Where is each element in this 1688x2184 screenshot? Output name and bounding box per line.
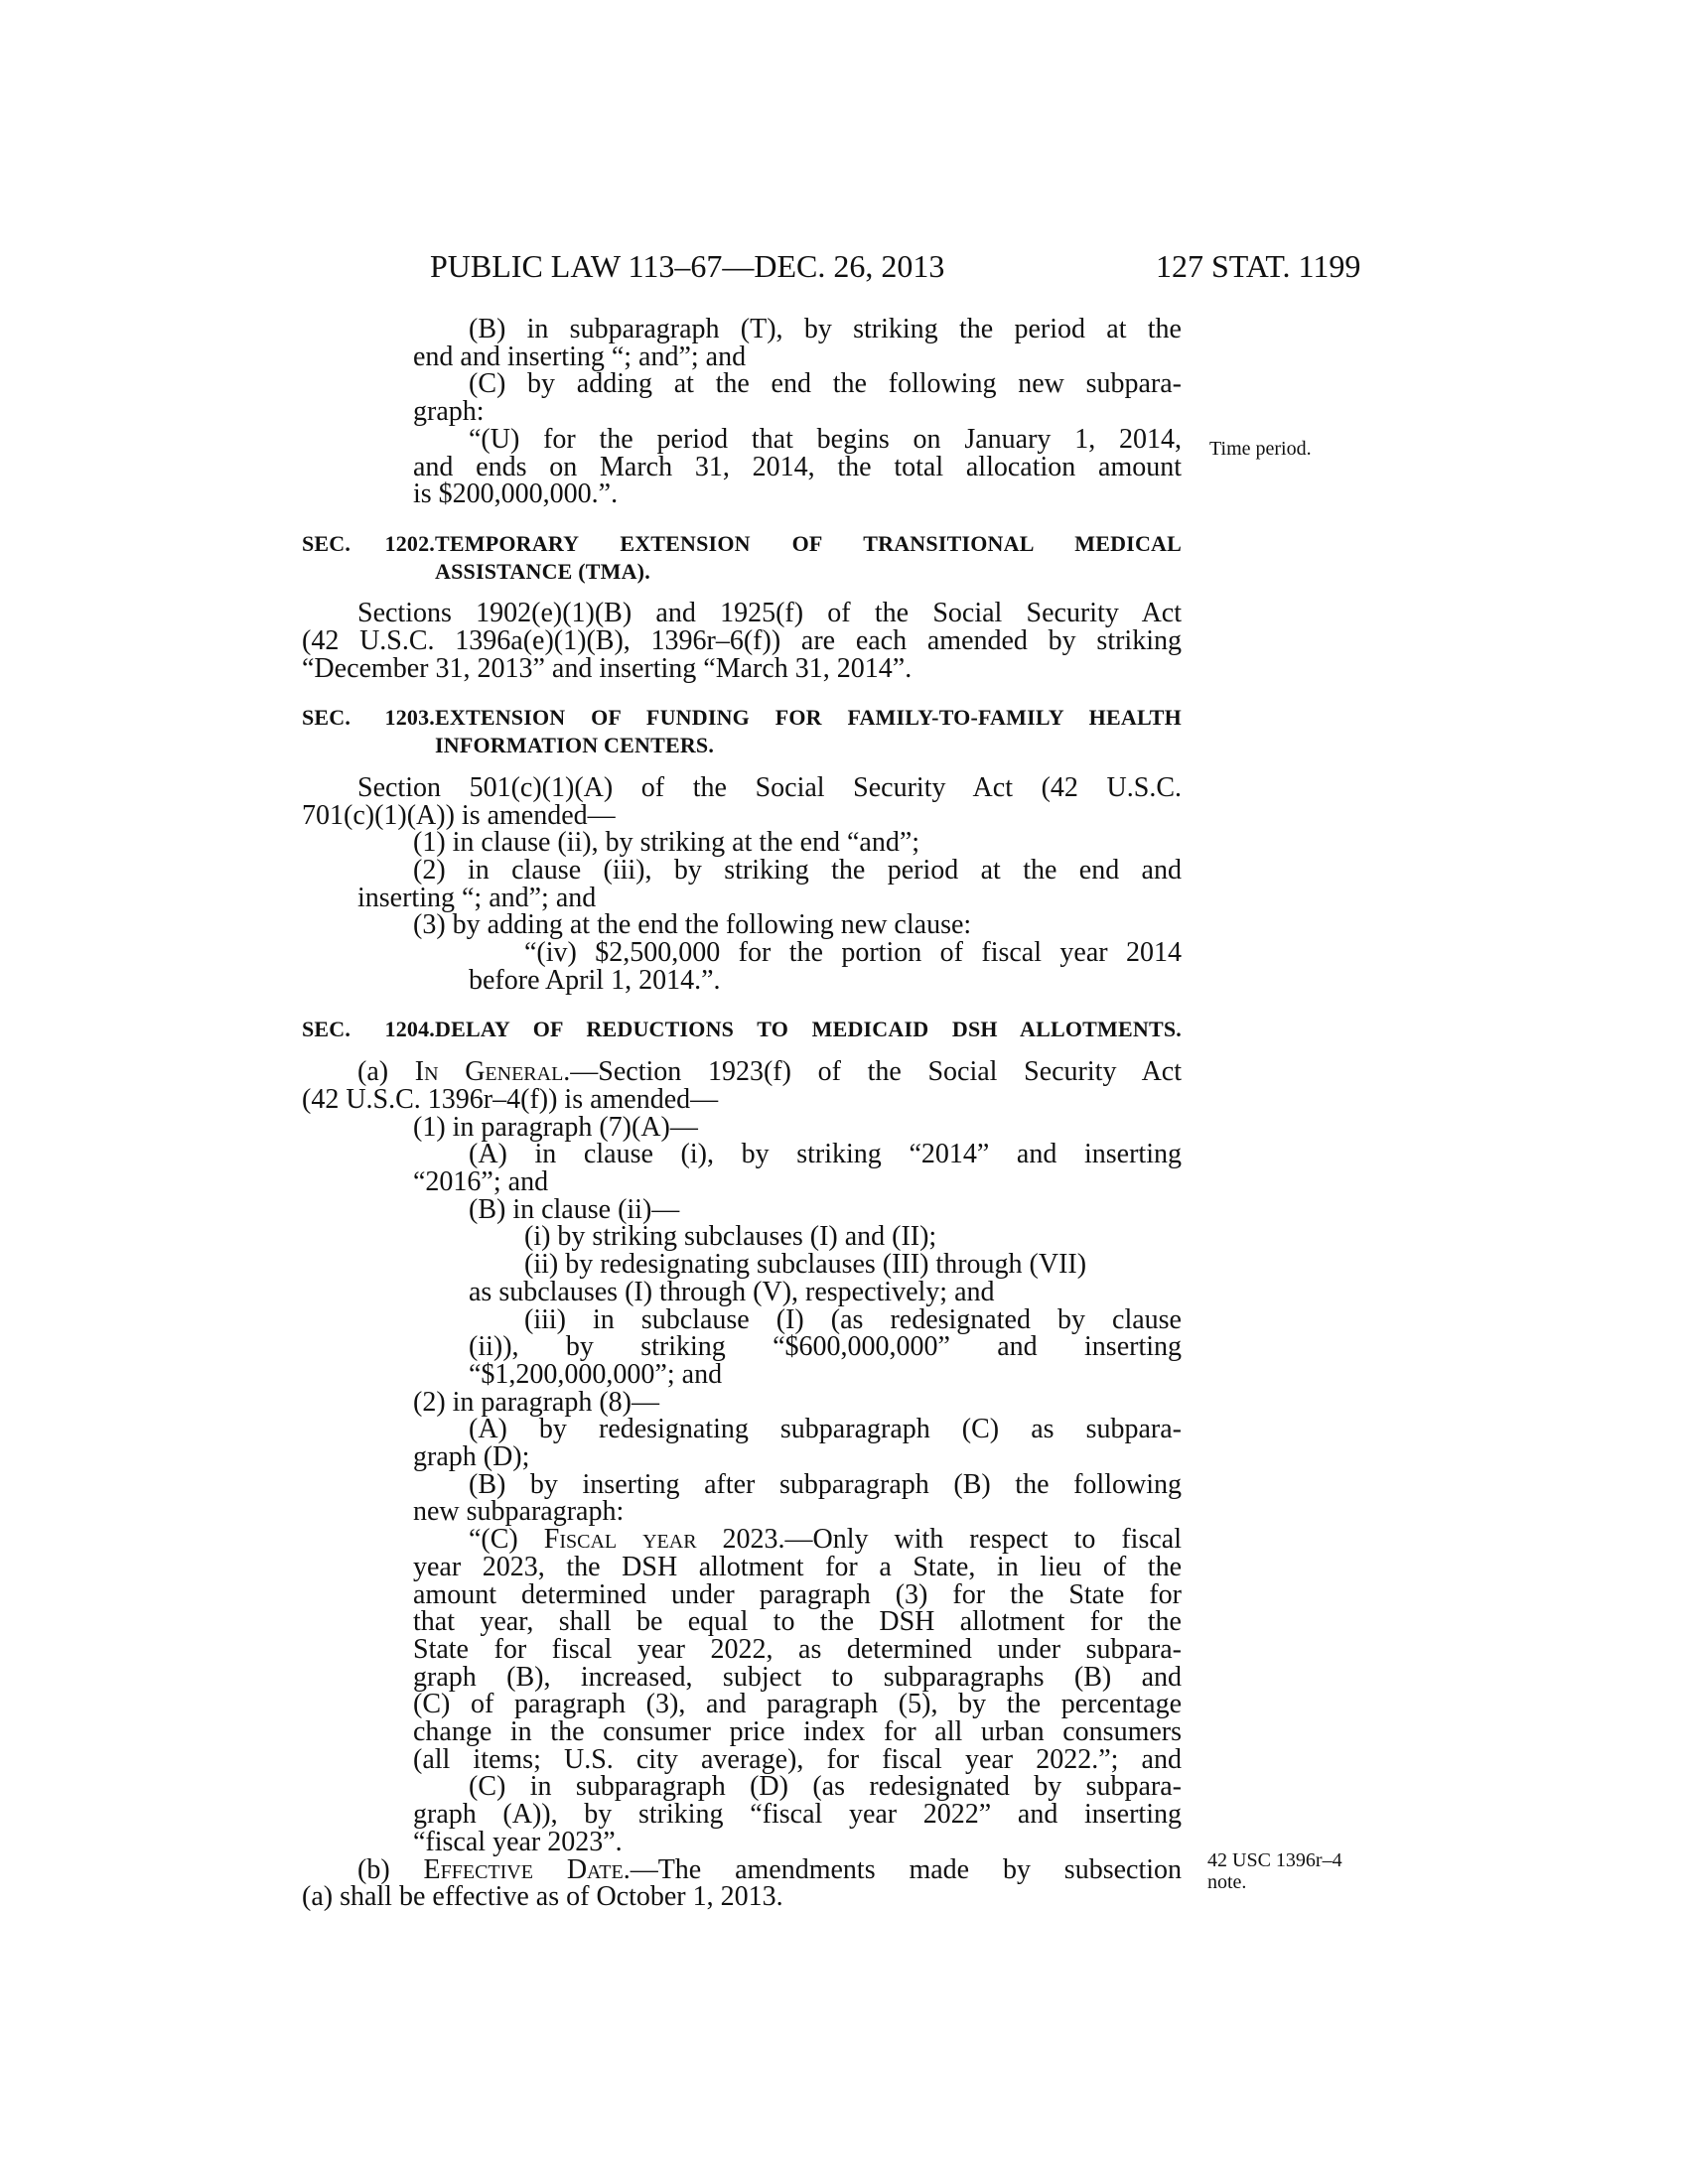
- text-line: (2) in paragraph (8)—: [413, 1386, 660, 1418]
- text-line: that year, shall be equal to the DSH allotment for the: [413, 1606, 1182, 1638]
- section-title-continued: ASSISTANCE (TMA).: [435, 558, 650, 584]
- text-line: (C) by adding at the end the following new subpara-: [469, 368, 1182, 400]
- text-line: (1) in clause (ii), by striking at the end “and”;: [413, 827, 920, 859]
- text-line: (ii) by redesignating subclauses (III) through (VII): [524, 1249, 1087, 1281]
- text-line: (1) in paragraph (7)(A)—: [413, 1111, 698, 1143]
- text-line: (A) in clause (i), by striking “2014” and inserting: [469, 1139, 1182, 1170]
- text-line: (B) in clause (ii)—: [469, 1193, 680, 1225]
- text-line: “2016”; and: [413, 1165, 549, 1197]
- text-run: .—The amendments made by subsection: [623, 1853, 1183, 1885]
- text-run: “(C): [469, 1524, 544, 1556]
- text-line: amount determined under paragraph (3) for the State for: [413, 1578, 1182, 1610]
- text-line: Section 501(c)(1)(A) of the Social Security Act (42 U.S.C.: [357, 771, 1182, 803]
- text-line: State for fiscal year 2022, as determined under subpara-: [413, 1633, 1182, 1665]
- section-title-continued: INFORMATION CENTERS.: [435, 733, 715, 758]
- text-line: year 2023, the DSH allotment for a State, in lieu of the: [413, 1551, 1182, 1582]
- text-line: [302, 1058, 1182, 1086]
- text-line: “fiscal year 2023”.: [413, 1826, 623, 1857]
- section-heading-1202: [302, 530, 1182, 585]
- text-run: .—Only with respect to fiscal: [777, 1524, 1182, 1556]
- running-header-title: PUBLIC LAW 113–67—DEC. 26, 2013: [430, 248, 945, 284]
- section-title: EXTENSION OF FUNDING FOR FAMILY-TO-FAMILY HEALTH: [435, 705, 1182, 731]
- text-line: (i) by striking subclauses (I) and (II);: [524, 1221, 937, 1253]
- section-number: SEC. 1203.: [302, 705, 435, 731]
- text-line: before April 1, 2014.”.: [469, 964, 721, 996]
- margin-note-line: 42 USC 1396r–4: [1207, 1849, 1342, 1871]
- text-line: Sections 1902(e)(1)(B) and 1925(f) of the Social Security Act: [357, 598, 1182, 629]
- margin-note-usc-citation: [1207, 1849, 1342, 1893]
- text-run: (b): [357, 1853, 424, 1885]
- text-line: (A) by redesignating subparagraph (C) as subpara-: [469, 1414, 1182, 1445]
- text-line: graph (B), increased, subject to subparagraphs (B) and: [413, 1661, 1182, 1693]
- section-title: DELAY OF REDUCTIONS TO MEDICAID DSH ALLOTMENTS.: [435, 1017, 1182, 1042]
- text-line: (B) by inserting after subparagraph (B) the following: [469, 1468, 1182, 1500]
- text-line: inserting “; and”; and: [357, 882, 597, 913]
- text-line: and ends on March 31, 2014, the total allocation amount: [413, 451, 1182, 482]
- text-line: as subclauses (I) through (V), respectively; and: [469, 1276, 995, 1307]
- text-line: “December 31, 2013” and inserting “March 31, 2014”.: [302, 652, 913, 684]
- section-heading-1204: [302, 1016, 1182, 1043]
- text-line: “(U) for the period that begins on January 1, 2014,: [469, 423, 1182, 455]
- text-line: (all items; U.S. city average), for fiscal year 2022.”; and: [413, 1743, 1182, 1775]
- text-line: new subparagraph:: [413, 1496, 625, 1528]
- text-line: 701(c)(1)(A)) is amended—: [302, 799, 616, 831]
- text-line: (iii) in subclause (I) (as redesignated by clause: [524, 1303, 1182, 1335]
- section-title: TEMPORARY EXTENSION OF TRANSITIONAL MEDICAL: [435, 530, 1182, 556]
- text-line: end and inserting “; and”; and: [413, 341, 747, 372]
- document-body: [302, 316, 1182, 1911]
- text-run: (a): [357, 1056, 415, 1088]
- text-line: graph:: [413, 396, 485, 428]
- subparagraph-heading: Fiscal year 2023: [543, 1524, 778, 1556]
- text-line: (3) by adding at the end the following new clause:: [413, 909, 972, 941]
- section-number: SEC. 1202.: [302, 530, 435, 556]
- text-line: (42 U.S.C. 1396r–4(f)) is amended—: [302, 1083, 719, 1115]
- text-line: (B) in subparagraph (T), by striking the period at the: [469, 314, 1182, 344]
- text-line: (42 U.S.C. 1396a(e)(1)(B), 1396r–6(f)) are each amended by striking: [302, 625, 1182, 657]
- text-line: change in the consumer price index for all urban consumers: [413, 1716, 1182, 1748]
- text-line: [302, 1526, 1182, 1554]
- text-run: .—Section 1923(f) of the Social Security Act: [563, 1056, 1182, 1088]
- page-number: 127 STAT. 1199: [1156, 248, 1361, 284]
- text-line: (ii)), by striking “$600,000,000” and inserting: [469, 1331, 1182, 1363]
- text-line: graph (D);: [413, 1441, 530, 1473]
- text-line: is $200,000,000.”.: [413, 478, 619, 510]
- section-heading-1203: [302, 704, 1182, 758]
- subsection-heading: In General: [414, 1056, 564, 1088]
- text-line: graph (A)), by striking “fiscal year 2022” and inserting: [413, 1799, 1182, 1831]
- text-line: “(iv) $2,500,000 for the portion of fiscal year 2014: [524, 937, 1182, 969]
- text-line: (a) shall be effective as of October 1, 2013.: [302, 1881, 783, 1913]
- text-line: (C) in subparagraph (D) (as redesignated by subpara-: [469, 1771, 1182, 1803]
- text-line: [302, 1853, 1183, 1885]
- subsection-heading: Effective Date: [423, 1853, 624, 1885]
- text-line: (C) of paragraph (3), and paragraph (5), by the percentage: [413, 1689, 1182, 1720]
- section-number: SEC. 1204.: [302, 1017, 435, 1042]
- margin-note-time-period: Time period.: [1209, 438, 1312, 460]
- margin-note-line: note.: [1207, 1871, 1247, 1893]
- text-line: “$1,200,000,000”; and: [469, 1358, 723, 1390]
- text-line: (2) in clause (iii), by striking the period at the end and: [413, 854, 1182, 886]
